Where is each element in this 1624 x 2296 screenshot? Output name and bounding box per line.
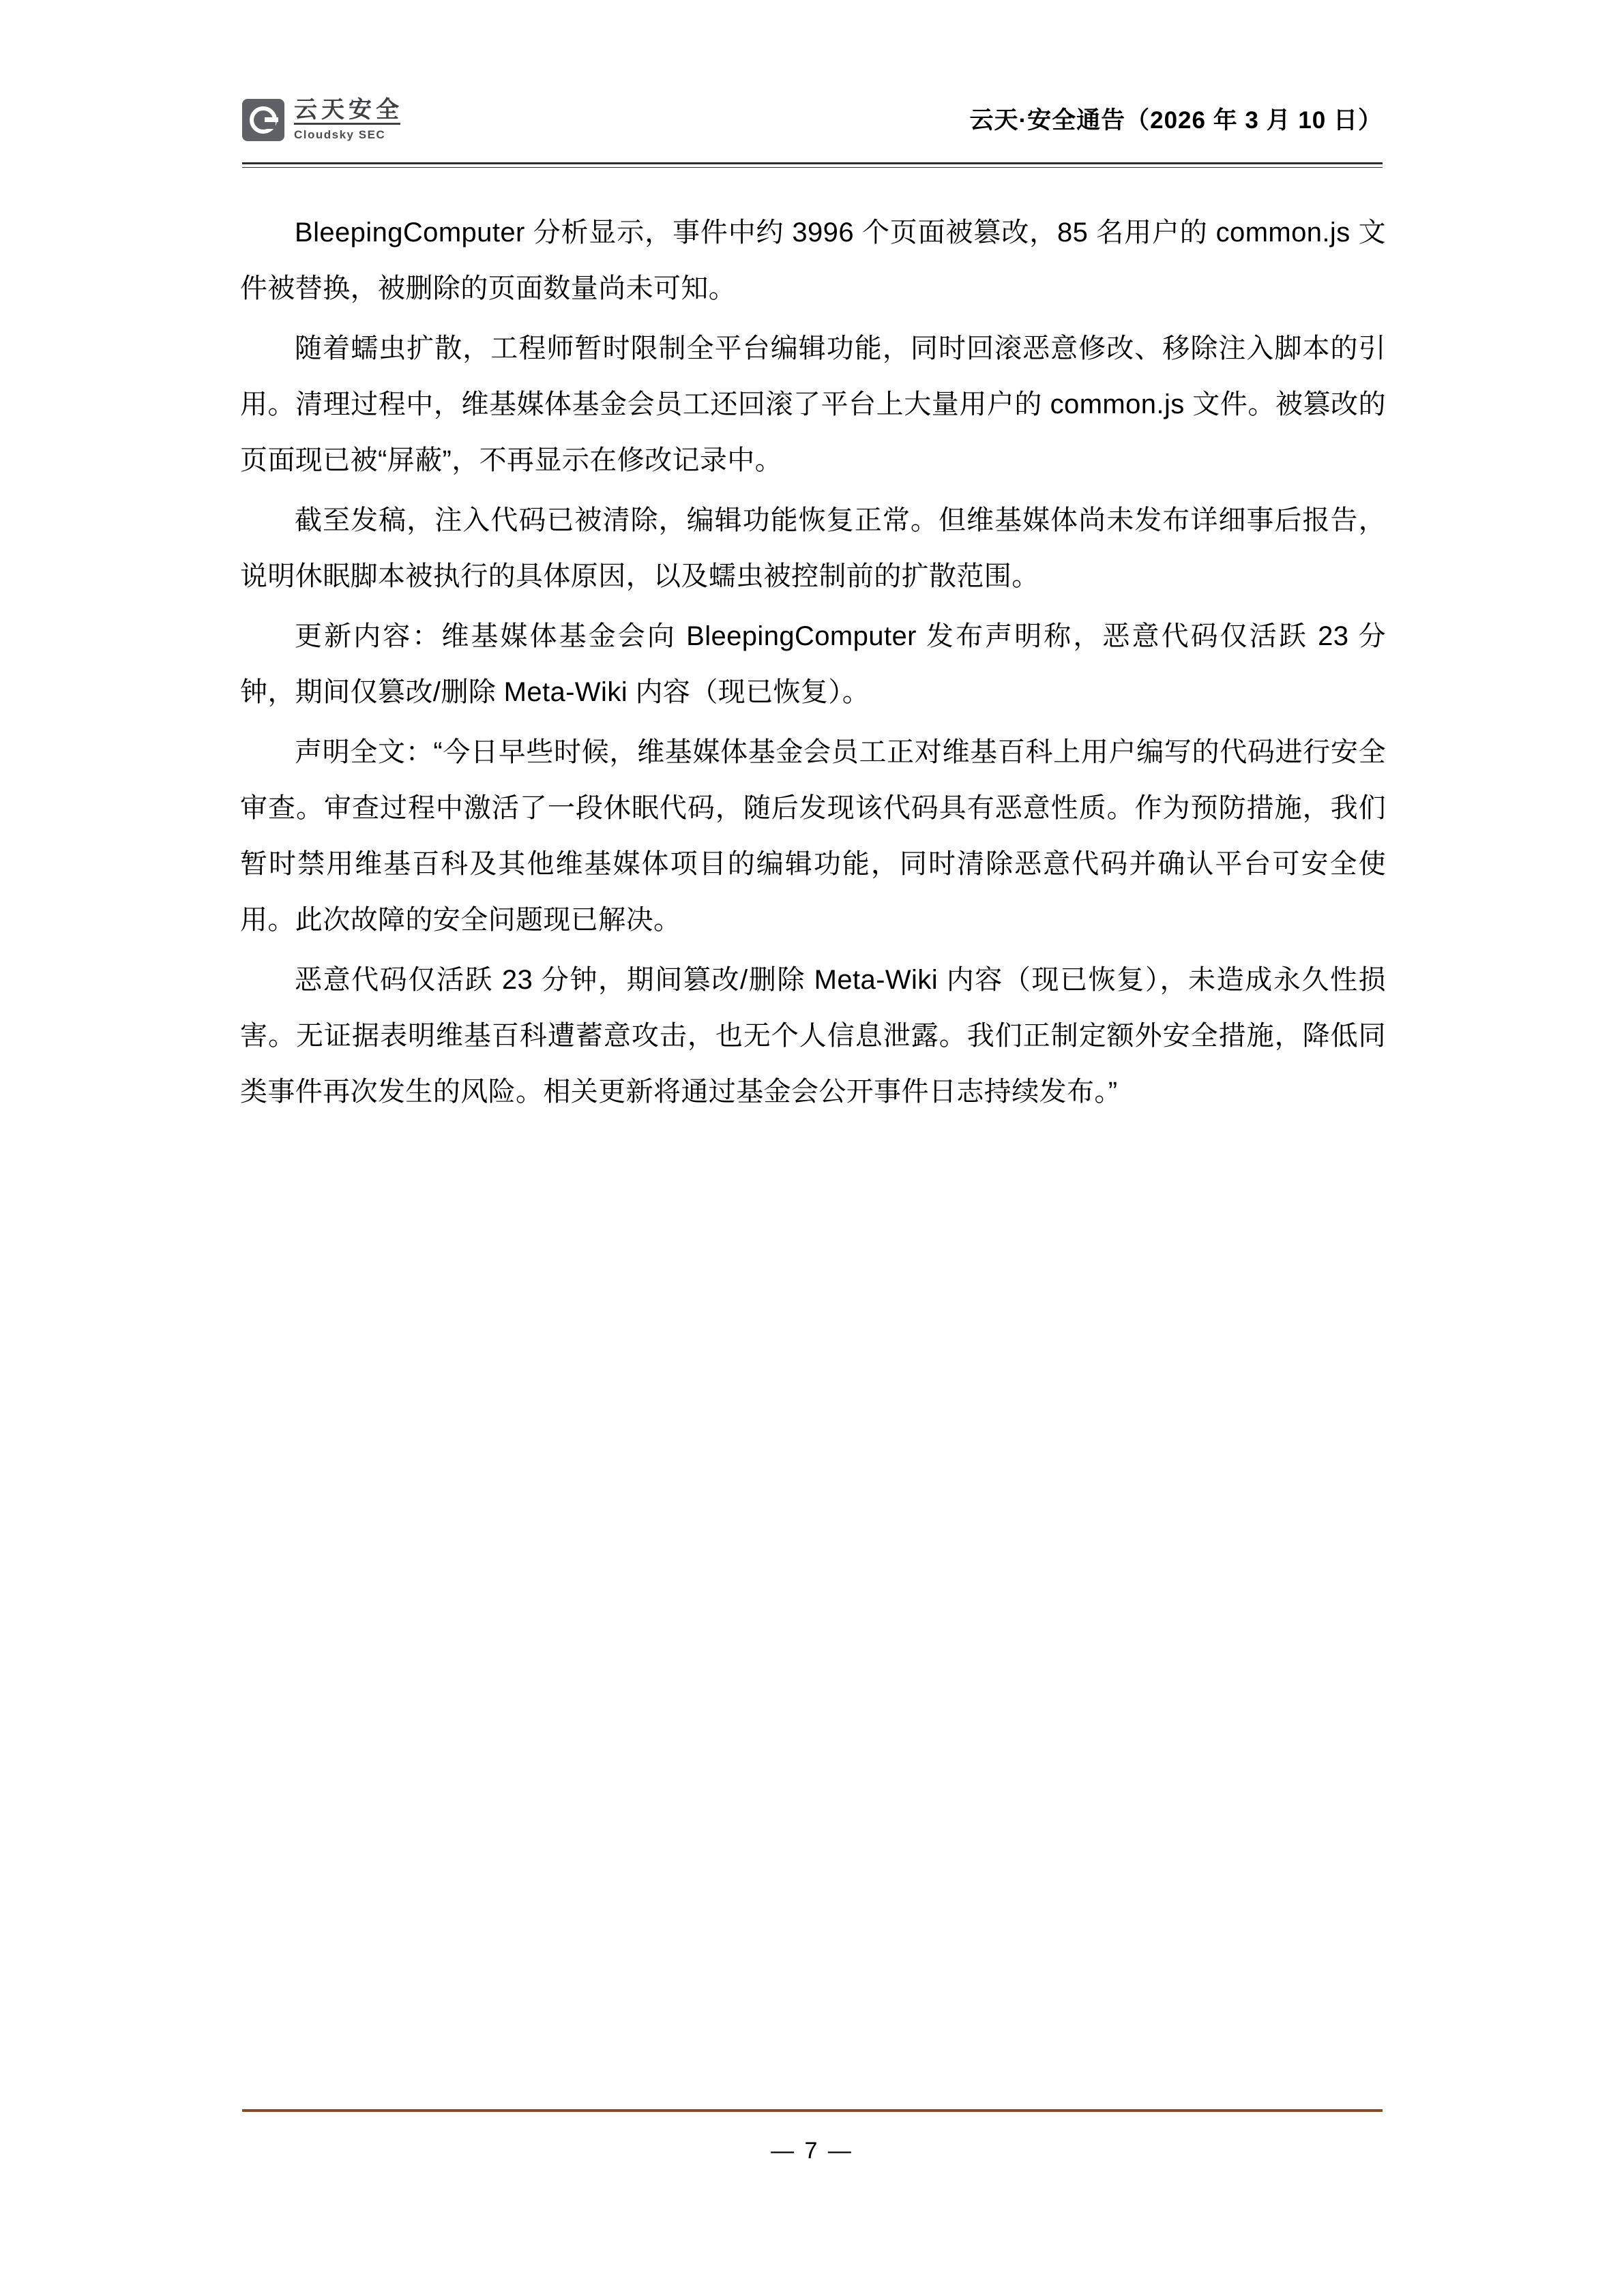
- logo-name-en: Cloudsky SEC: [294, 128, 386, 142]
- document-body: [240, 205, 1386, 1124]
- page-header: [242, 65, 1383, 160]
- brand-logo: [242, 98, 403, 153]
- header-divider-thick: [242, 162, 1383, 164]
- footer-divider: [242, 2109, 1383, 2112]
- paragraph: BleepingComputer 分析显示，事件中约 3996 个页面被篡改，85 名用户的 common.js 文件被替换，被删除的页面数量尚未可知。: [240, 218, 1386, 303]
- paragraph: 恶意代码仅活跃 23 分钟，期间篡改/删除 Meta-Wiki 内容（现已恢复），未造成永久性损害。无证据表明维基百科遭蓄意攻击，也无个人信息泄露。我们正制定额外安全措施，降低同类事件再次发生的风险。相关更新将通过基金会公开事件日志持续发布。”: [240, 965, 1386, 1107]
- shield-c-logo-icon: [242, 99, 284, 141]
- page-number: — 7 —: [771, 2138, 853, 2164]
- paragraph: 更新内容：维基媒体基金会向 BleepingComputer 发布声明称，恶意代码仅活跃 23 分钟，期间仅篡改/删除 Meta-Wiki 内容（现已恢复）。: [240, 621, 1386, 707]
- header-divider-thin: [242, 167, 1383, 168]
- paragraph: 随着蠕虫扩散，工程师暂时限制全平台编辑功能，同时回滚恶意修改、移除注入脚本的引用。清理过程中，维基媒体基金会员工还回滚了平台上大量用户的 common.js 文件。被篡改的页面现已被“屏蔽”，不再显示在修改记录中。: [240, 333, 1386, 475]
- paragraph: 截至发稿，注入代码已被清除，编辑功能恢复正常。但维基媒体尚未发布详细事后报告，说明休眠脚本被执行的具体原因，以及蠕虫被控制前的扩散范围。: [240, 505, 1386, 591]
- logo-name-cn: 云天安全: [294, 97, 403, 123]
- page-title: 云天·安全通告（2026 年 3 月 10 日）: [969, 107, 1383, 134]
- paragraph: 声明全文：“今日早些时候，维基媒体基金会员工正对维基百科上用户编写的代码进行安全审查。审查过程中激活了一段休眠代码，随后发现该代码具有恶意性质。作为预防措施，我们暂时禁用维基百科及其他维基媒体项目的编辑功能，同时清除恶意代码并确认平台可安全使用。此次故障的安全问题现已解决。: [240, 737, 1386, 935]
